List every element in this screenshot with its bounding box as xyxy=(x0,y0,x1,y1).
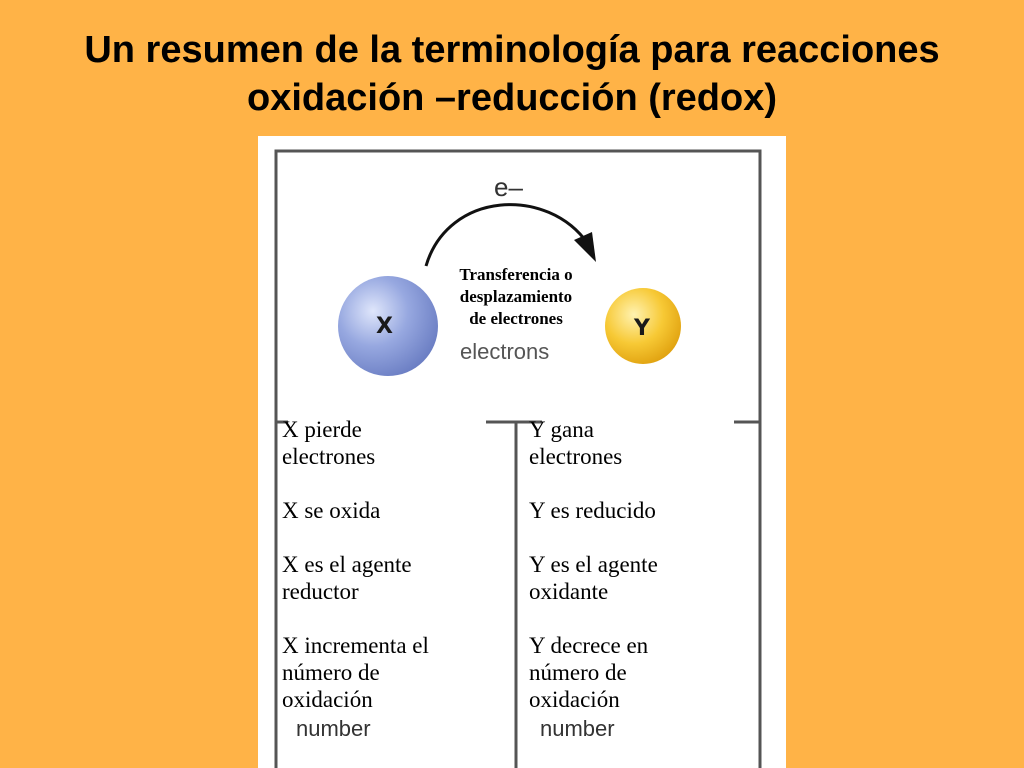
caption-line: Transferencia o xyxy=(459,265,573,284)
right-item: Y decrece en número de oxidación xyxy=(529,633,649,712)
redox-diagram-panel xyxy=(258,136,786,768)
right-column xyxy=(529,416,759,740)
left-item: X se oxida xyxy=(282,498,381,523)
ghost-electrons-text: electrons xyxy=(460,339,550,364)
left-item: X pierde electrones xyxy=(282,417,376,469)
electron-label: e– xyxy=(494,172,523,202)
right-item: Y gana electrones xyxy=(529,417,623,469)
transfer-caption xyxy=(436,264,596,330)
ghost-number-left: number xyxy=(296,716,371,741)
right-item: Y es reducido xyxy=(529,498,656,523)
electron-arrow xyxy=(426,205,588,266)
left-item: X incrementa el número de oxidación xyxy=(282,633,429,712)
right-item: Y es el agente oxidante xyxy=(529,552,658,604)
x-label: X xyxy=(376,314,393,339)
ghost-number-right: number xyxy=(540,716,615,741)
left-item: X es el agente reductor xyxy=(282,552,412,604)
title-line-1: Un resumen de la terminología para reacciones xyxy=(84,29,940,71)
title-line-2: oxidación –reducción (redox) xyxy=(247,77,777,119)
left-column xyxy=(282,416,512,740)
y-label: Y xyxy=(634,316,650,341)
caption-line: de electrones xyxy=(469,309,563,328)
electron-arrowhead xyxy=(574,232,596,262)
slide-title xyxy=(0,26,1024,122)
caption-line: desplazamiento xyxy=(459,287,573,306)
